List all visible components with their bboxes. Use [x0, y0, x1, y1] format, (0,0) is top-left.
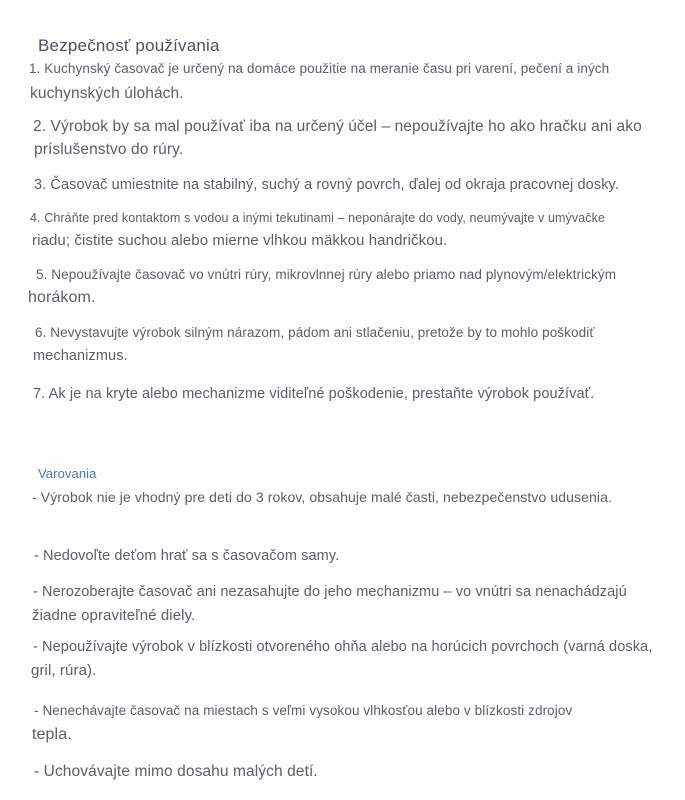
safety-item-7-line-1: 7. Ak je na kryte alebo mechanizme viditeľné poškodenie, prestaňte výrobok používať.	[33, 386, 595, 402]
warning-item-4-line-1: - Nepoužívajte výrobok v blízkosti otvoreného ohňa alebo na horúcich povrchoch (varná doska,	[33, 639, 653, 655]
safety-item-2-line-1: 2. Výrobok by sa mal používať iba na určený účel – nepoužívajte ho ako hračku ani ako	[33, 118, 642, 135]
warning-item-5-line-2: tepla.	[32, 726, 72, 743]
safety-item-1-line-2: kuchynských úlohách.	[30, 85, 184, 102]
safety-item-5-line-2: horákom.	[28, 289, 96, 306]
warning-item-1-line-1: - Výrobok nie je vhodný pre deti do 3 rokov, obsahuje malé časti, nebezpečenstvo udusenia.	[32, 489, 612, 505]
safety-item-5-line-1: 5. Nepoužívajte časovač vo vnútri rúry, mikrovlnnej rúry alebo priamo nad plynovým/elektrickým	[36, 267, 617, 282]
warning-item-2-line-1: - Nedovoľte deťom hrať sa s časovačom samy.	[34, 548, 340, 564]
page-title: Bezpečnosť používania	[38, 36, 220, 55]
warning-item-5-line-1: - Nenechávajte časovač na miestach s veľmi vysokou vlhkosťou alebo v blízkosti zdrojov	[34, 703, 573, 718]
safety-item-4-line-1: 4. Chráňte pred kontaktom s vodou a inými tekutinami – neponárajte do vody, neumývajte v umývačke	[30, 211, 606, 225]
warning-item-3-line-2: žiadne opraviteľné diely.	[32, 607, 196, 624]
warning-item-4-line-2: gril, rúra).	[31, 662, 97, 679]
warning-item-6-line-1: - Uchovávajte mimo dosahu malých detí.	[34, 763, 318, 780]
warnings-heading: Varovania	[38, 466, 97, 481]
safety-item-3-line-1: 3. Časovač umiestnite na stabilný, suchý a rovný povrch, ďalej od okraja pracovnej dosky.	[34, 177, 619, 193]
safety-item-1-line-1: 1. Kuchynský časovač je určený na domáce použitie na meranie času pri varení, pečení a iných	[29, 61, 610, 76]
safety-item-6-line-1: 6. Nevystavujte výrobok silným nárazom, pádom ani stlačeniu, pretože by to mohlo poškodiť	[35, 325, 595, 340]
safety-item-4-line-2: riadu; čistite suchou alebo mierne vlhkou mäkkou handričkou.	[32, 232, 448, 249]
warning-item-3-line-1: - Nerozoberajte časovač ani nezasahujte do jeho mechanizmu – vo vnútri sa nenachádzajú	[33, 584, 627, 600]
safety-item-2-line-2: príslušenstvo do rúry.	[34, 141, 184, 158]
safety-item-6-line-2: mechanizmus.	[33, 348, 128, 364]
